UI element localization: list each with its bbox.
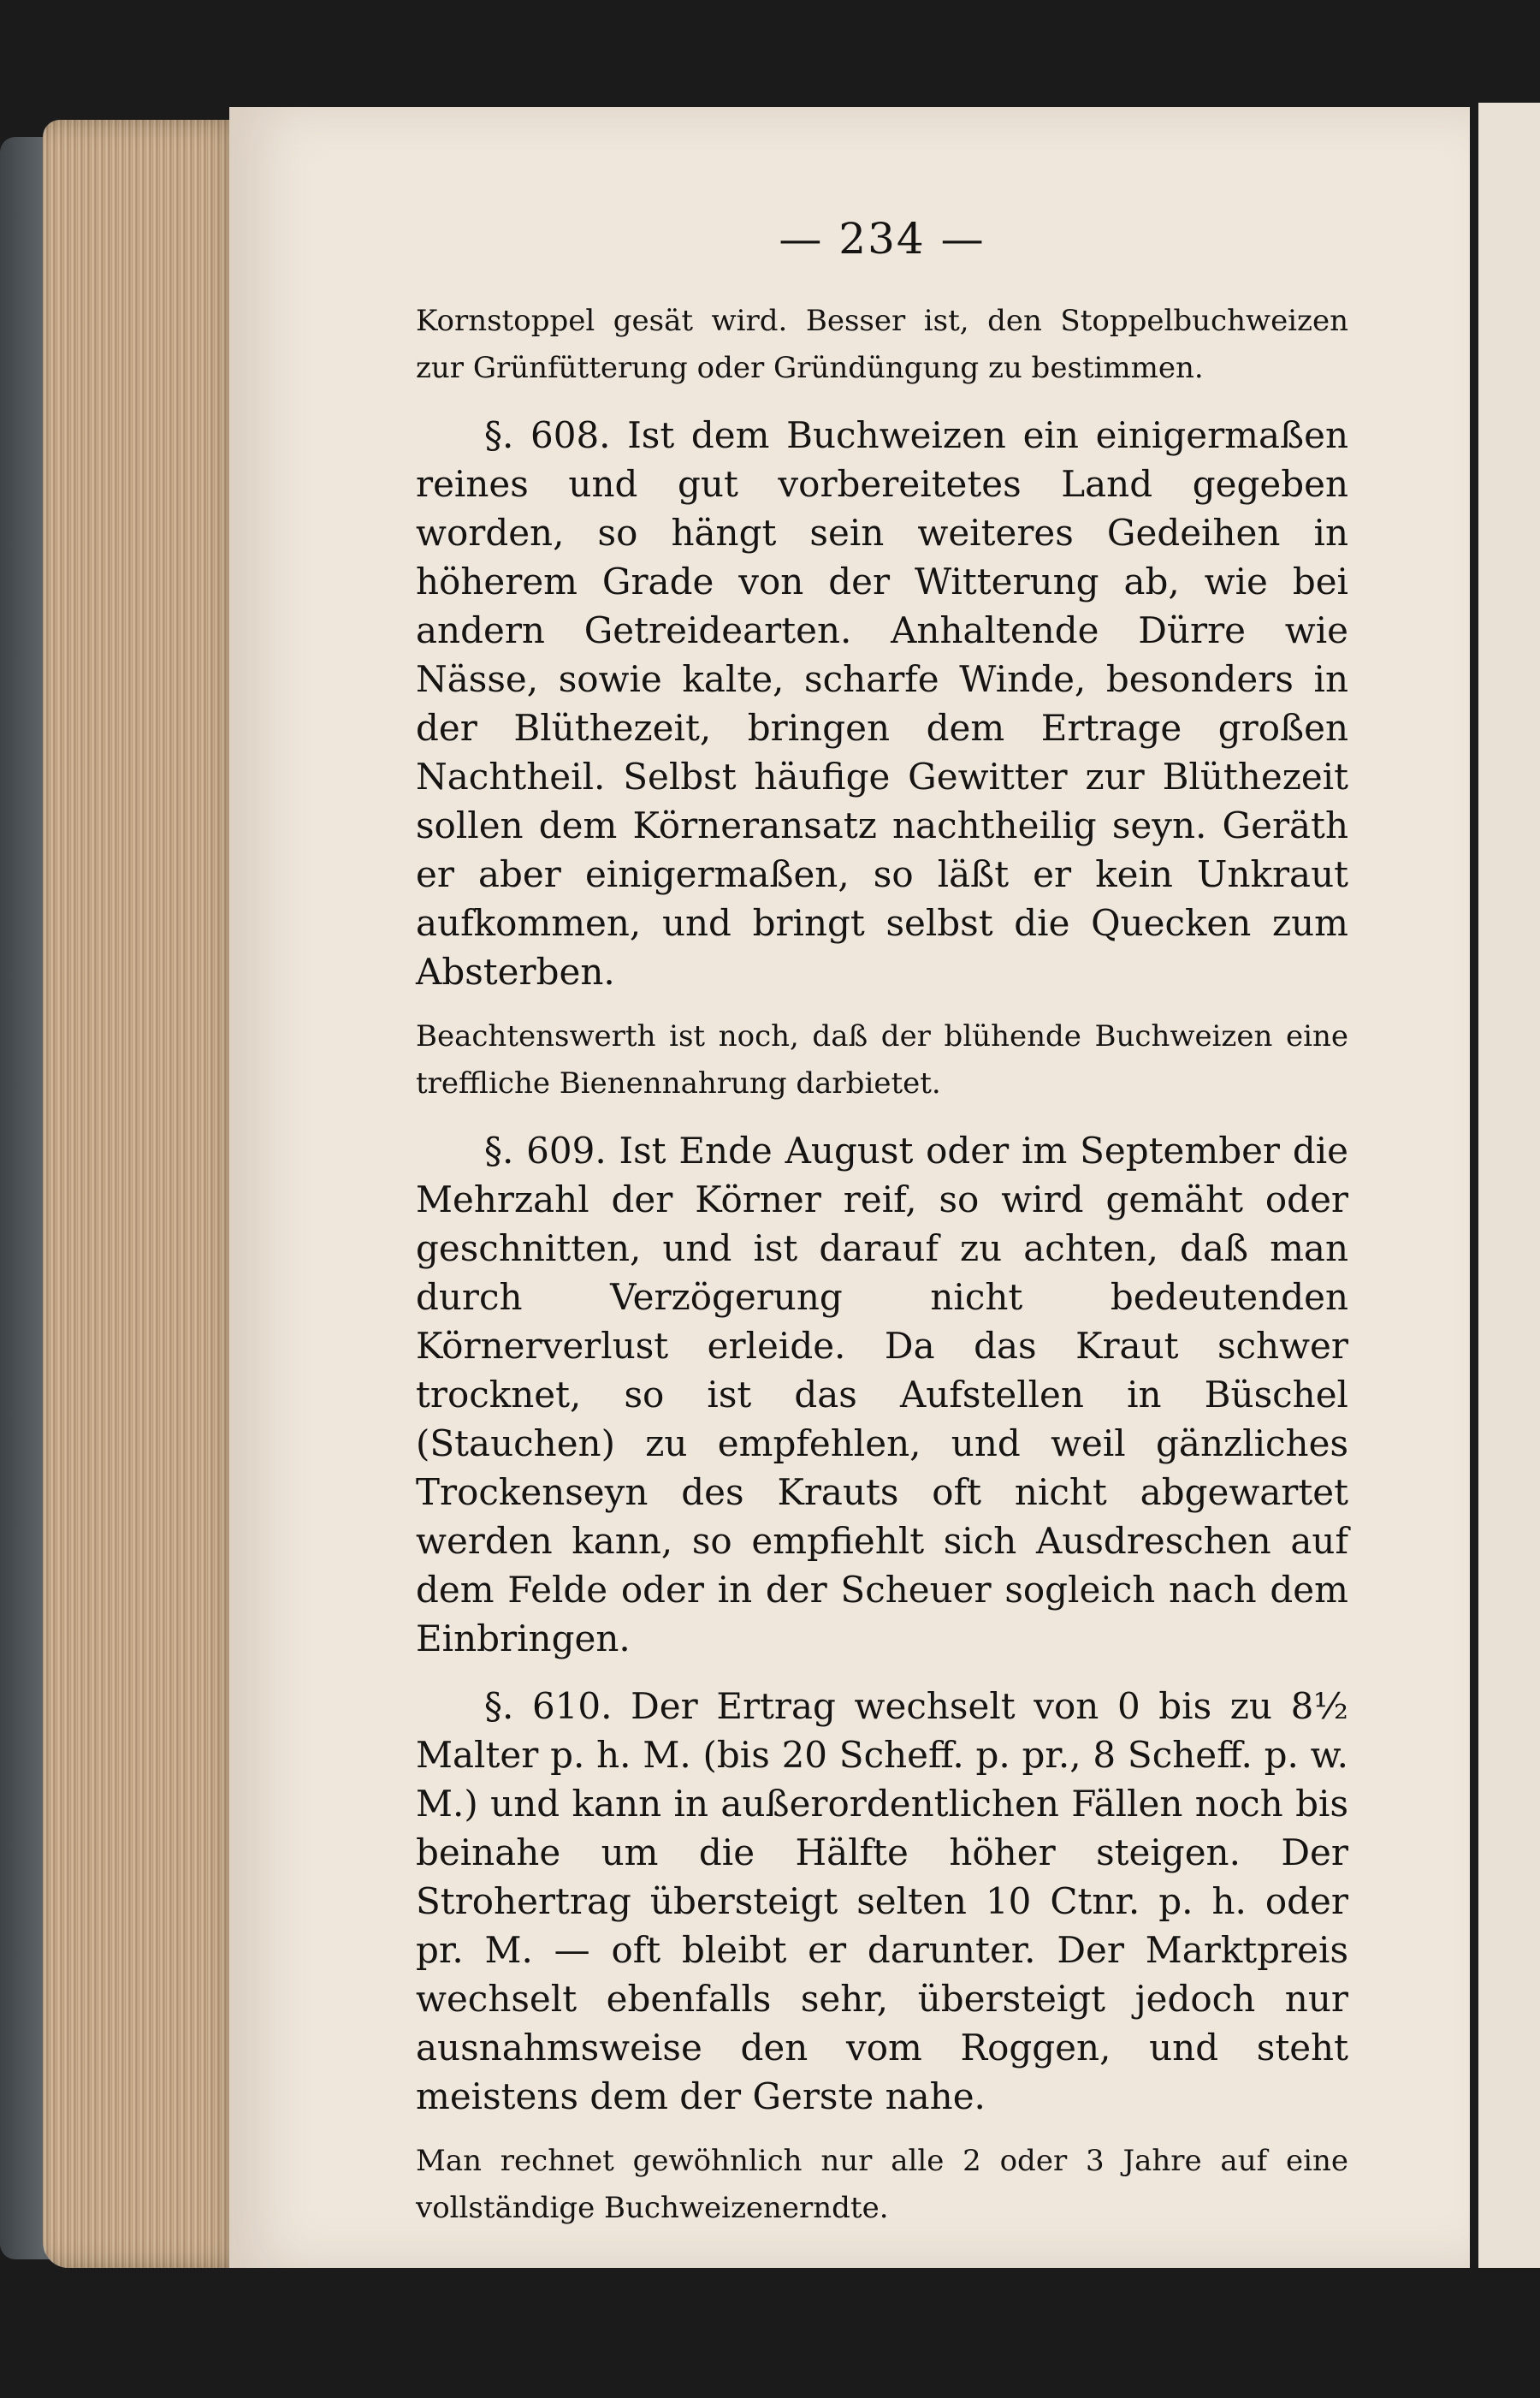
paragraph-continuation: Kornstoppel gesät wird. Besser ist, den Stoppelbuchweizen zur Grünfütterung oder Gründüngung zu bestimmen. xyxy=(416,304,1348,385)
page-number-header: — 234 — xyxy=(779,214,986,264)
facing-page-edge xyxy=(1478,103,1540,2268)
page-edges xyxy=(43,120,248,2268)
page-content xyxy=(416,214,1348,2232)
paragraph-608: §. 608. Ist dem Buchweizen ein einigermaßen reines und gut vorbereitetes Land gegeben worden, so hängt sein weiteres Gedeihen in höherem Grade von der Witterung ab, wie bei andern Getreidearten. Anhaltende Dürre wie Nässe, sowie kalte, scharfe Winde, besonders in der Blüthezeit, bringen dem Ertrage großen Nachtheil. Selbst häufige Gewitter zur Blüthezeit sollen dem Körneransatz nachtheilig seyn. Geräth er aber einigermaßen, so läßt er kein Unkraut aufkommen, und bringt selbst die Quecken zum Absterben. xyxy=(416,414,1348,993)
note-harvest: Man rechnet gewöhnlich nur alle 2 oder 3 Jahre auf eine vollständige Buchweizenerndte. xyxy=(416,2144,1348,2225)
paragraph-610: §. 610. Der Ertrag wechselt von 0 bis zu 8½ Malter p. h. M. (bis 20 Scheff. p. pr., 8 Scheff. p. w. M.) und kann in außerordentlichen Fällen noch bis beinahe um die Hälfte höher steigen. Der Strohertrag übersteigt selten 10 Ctnr. p. h. oder pr. M. — oft bleibt er darunter. Der Marktpreis wechselt ebenfalls sehr, übersteigt jedoch nur ausnahmsweise den vom Roggen, und steht meistens dem der Gerste nahe. xyxy=(416,1685,1348,2117)
paragraph-609: §. 609. Ist Ende August oder im September die Mehrzahl der Körner reif, so wird gemäht oder geschnitten, und ist darauf zu achten, daß man durch Verzögerung nicht bedeutenden Körnerverlust erleide. Da das Kraut schwer trocknet, so ist das Aufstellen in Büschel (Stauchen) zu empfehlen, und weil gänzliches Trockenseyn des Krauts oft nicht abgewartet werden kann, so empfiehlt sich Ausdreschen auf dem Felde oder in der Scheuer sogleich nach dem Einbringen. xyxy=(416,1130,1348,1659)
note-bees: Beachtenswerth ist noch, daß der blühende Buchweizen eine treffliche Bienennahrung darbietet. xyxy=(416,1019,1348,1101)
